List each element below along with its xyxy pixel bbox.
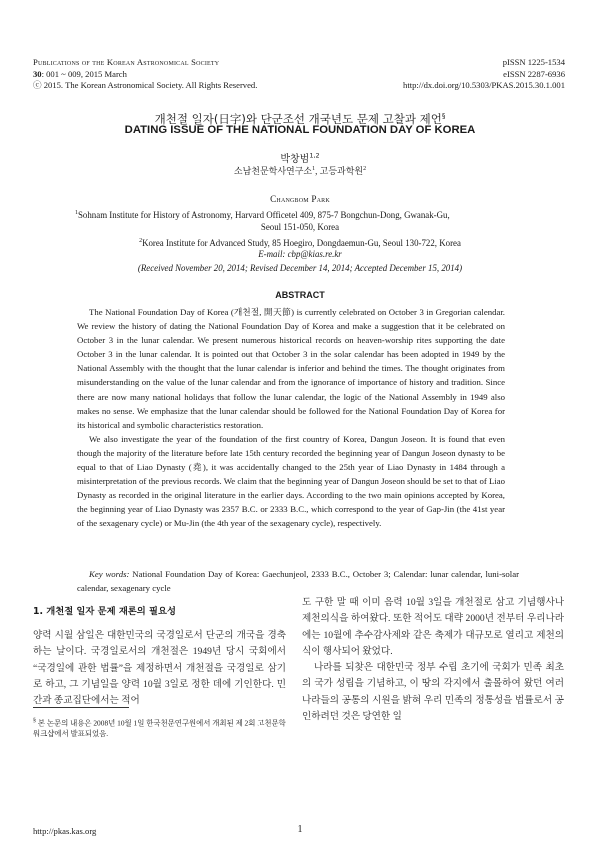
pages-date: : 001 ~ 009, 2015 March — [41, 68, 127, 79]
affiliation-2-text: Korea Institute for Advanced Study, 85 Hoegiro, Dongdaemun-Gu, Seoul 130-722, Korea — [142, 237, 461, 248]
affil-ko-1-sup: 1 — [312, 166, 316, 172]
author-english: Changbom Park — [270, 194, 330, 204]
abstract-paragraph-1: The National Foundation Day of Korea (개천절, 開天節) is currently celebrated on October 3 in Gregorian calendar. We review the history of dating the National Foundation Day of Korea and make a suggestion that it be celebrated on October 3 in the lunar calendar. We present numerous historical records on heaven-worship rites supporting the date October 3 in the lunar calendar. It is pointed out that October 3 in the solar calendar has been adopted in 1949 by the National Assembly with the thought that the lunar calendar is inferior and behind the times. The thought originates from misunderstanding on the value of the lunar calendar and from the ignorance of importance of history and tradition. Since there are now many national holidays that follow the lunar calendar, the logic of the National Assembly in 1949 also makes no sense. We emphasize that the lunar calendar should be followed for the National Foundation Day of Korea for its historical and symbolic characteristics restoration. — [77, 307, 505, 430]
copyright: ⓒ 2015. The Korean Astronomical Society. All Rights Reserved. — [33, 80, 258, 90]
volume-number: 30 — [33, 68, 42, 79]
body-paragraph: 양력 시월 삼일은 대한민국의 국경일로서 단군의 개국을 경축하는 날이다. 국경일로서의 개천절은 1949년 당시 국회에서 “국경일에 관한 법률”을 제정하면서 개천절을 국경일로 삼기로 하고, 그 기념일을 양력 10월 3일로 정한 데에 기인한다. 민간과 종교집단에서는 적어 — [33, 630, 286, 707]
abstract-paragraph-2: We also investigate the year of the foundation of the first country of Korea, Dangun Joseon. It is found that even though the majority of the literature before late 15th century recorded the beginning year of Dangun Joseon dynasty to be equal to that of Liao Dynasty (堯), it was accidentally changed to the 25th year of Liao Dynasty in 1484 through a misinterpretation of the previous records. We claim that the beginning year of Dangun Joseon should be set to that of Liao Dynasty as recorded in the original literature in the earlier days. According to the two main opinions accepted by Korea, the beginning year of Liao Dynasty was 2357 B.C. or 2333 B.C., which correspond to the year of Gap-Jin (the 41st year of the sexagenary cycle) or Mu-Jin (the 4th year of the sexagenary cycle), respectively. — [77, 433, 505, 529]
journal-header — [33, 57, 565, 92]
title-korean-text: 개천절 일자(日字)와 단군조선 개국년도 문제 고찰과 제언 — [154, 112, 442, 126]
received-dates: (Received November 20, 2014; Revised December 14, 2014; Accepted December 15, 2014) — [137, 263, 463, 273]
section-1-heading: 1. 개천절 일자 문제 재론의 필요성 — [33, 606, 176, 617]
keywords — [77, 567, 519, 595]
footnote-text: 본 논문의 내용은 2008년 10월 1일 한국천문연구원에서 개최된 제 2회 고천문학 워크샵에서 발표되었음. — [33, 718, 286, 739]
keywords-text: National Foundation Day of Korea: Gaechunjeol, 2333 B.C., October 3; Calendar: lunar calendar, luni-solar calendar, sexagenary cycle — [77, 569, 519, 593]
title-english: DATING ISSUE OF THE NATIONAL FOUNDATION DAY OF KOREA — [124, 124, 476, 136]
author-korean-sup: 1,2 — [309, 151, 320, 160]
page-number: 1 — [297, 824, 303, 835]
affiliation-korean — [0, 164, 600, 177]
affiliation-1-cont: Seoul 151-050, Korea — [260, 222, 340, 232]
body-paragraph: 나라를 되찾은 대한민국 정부 수립 초기에 국회가 민족 최초의 국가 성립을 기념하고, 이 땅의 각지에서 출몰하여 왔던 여러 나라들의 공통의 시원을 밝혀 우리 민족의 정통성을 법률로서 공인하려던 것은 당연한 일 — [302, 662, 564, 723]
title-footnote-mark: § — [441, 112, 446, 121]
affiliation-2 — [75, 235, 525, 250]
affil-ko-1: 소남천문학사연구소 — [233, 166, 313, 176]
body-column-right — [302, 595, 564, 725]
eissn: eISSN 2287-6936 — [503, 68, 565, 79]
affiliation-1-text: Sohnam Institute for History of Astronomy, Harvard Officetel 409, 875-7 Bongchun-Dong, Gwanak-Gu, — [78, 209, 450, 220]
keywords-label: Key words: — [89, 569, 130, 579]
affil-ko-2: , 고등과학원 — [315, 166, 364, 176]
footnote-mark: § — [33, 718, 36, 724]
abstract-heading: ABSTRACT — [275, 290, 325, 300]
author-korean-name: 박창범 — [280, 154, 310, 165]
body-paragraph: 도 구한 말 때 이미 음력 10월 3일을 개천절로 삼고 기념행사나 제천의식을 하여왔다. 또한 적어도 대략 2000년 전부터 우리나라에는 10월에 추수감사제와 같은 축제가 대규모로 열리고 제천의식이 행사되어 왔었다. — [302, 597, 564, 657]
author-korean — [0, 150, 600, 165]
footnote — [33, 716, 289, 739]
abstract-body — [77, 305, 505, 531]
doi-link[interactable]: http://dx.doi.org/10.5303/PKAS.2015.30.1.001 — [403, 80, 565, 90]
affil-ko-2-sup: 2 — [363, 166, 367, 172]
journal-name: Publications of the Korean Astronomical Society — [33, 57, 220, 67]
footer-url[interactable]: http://pkas.kas.org — [33, 826, 97, 836]
affiliation-1-sup: 1 — [75, 210, 78, 216]
affiliation-2-sup: 2 — [139, 238, 143, 244]
body-column-left — [33, 628, 286, 709]
pissn: pISSN 1225-1534 — [502, 57, 565, 67]
author-email[interactable]: E-mail: cbp@kias.re.kr — [258, 249, 342, 259]
footnote-divider — [33, 707, 129, 708]
affiliation-1 — [75, 207, 525, 222]
